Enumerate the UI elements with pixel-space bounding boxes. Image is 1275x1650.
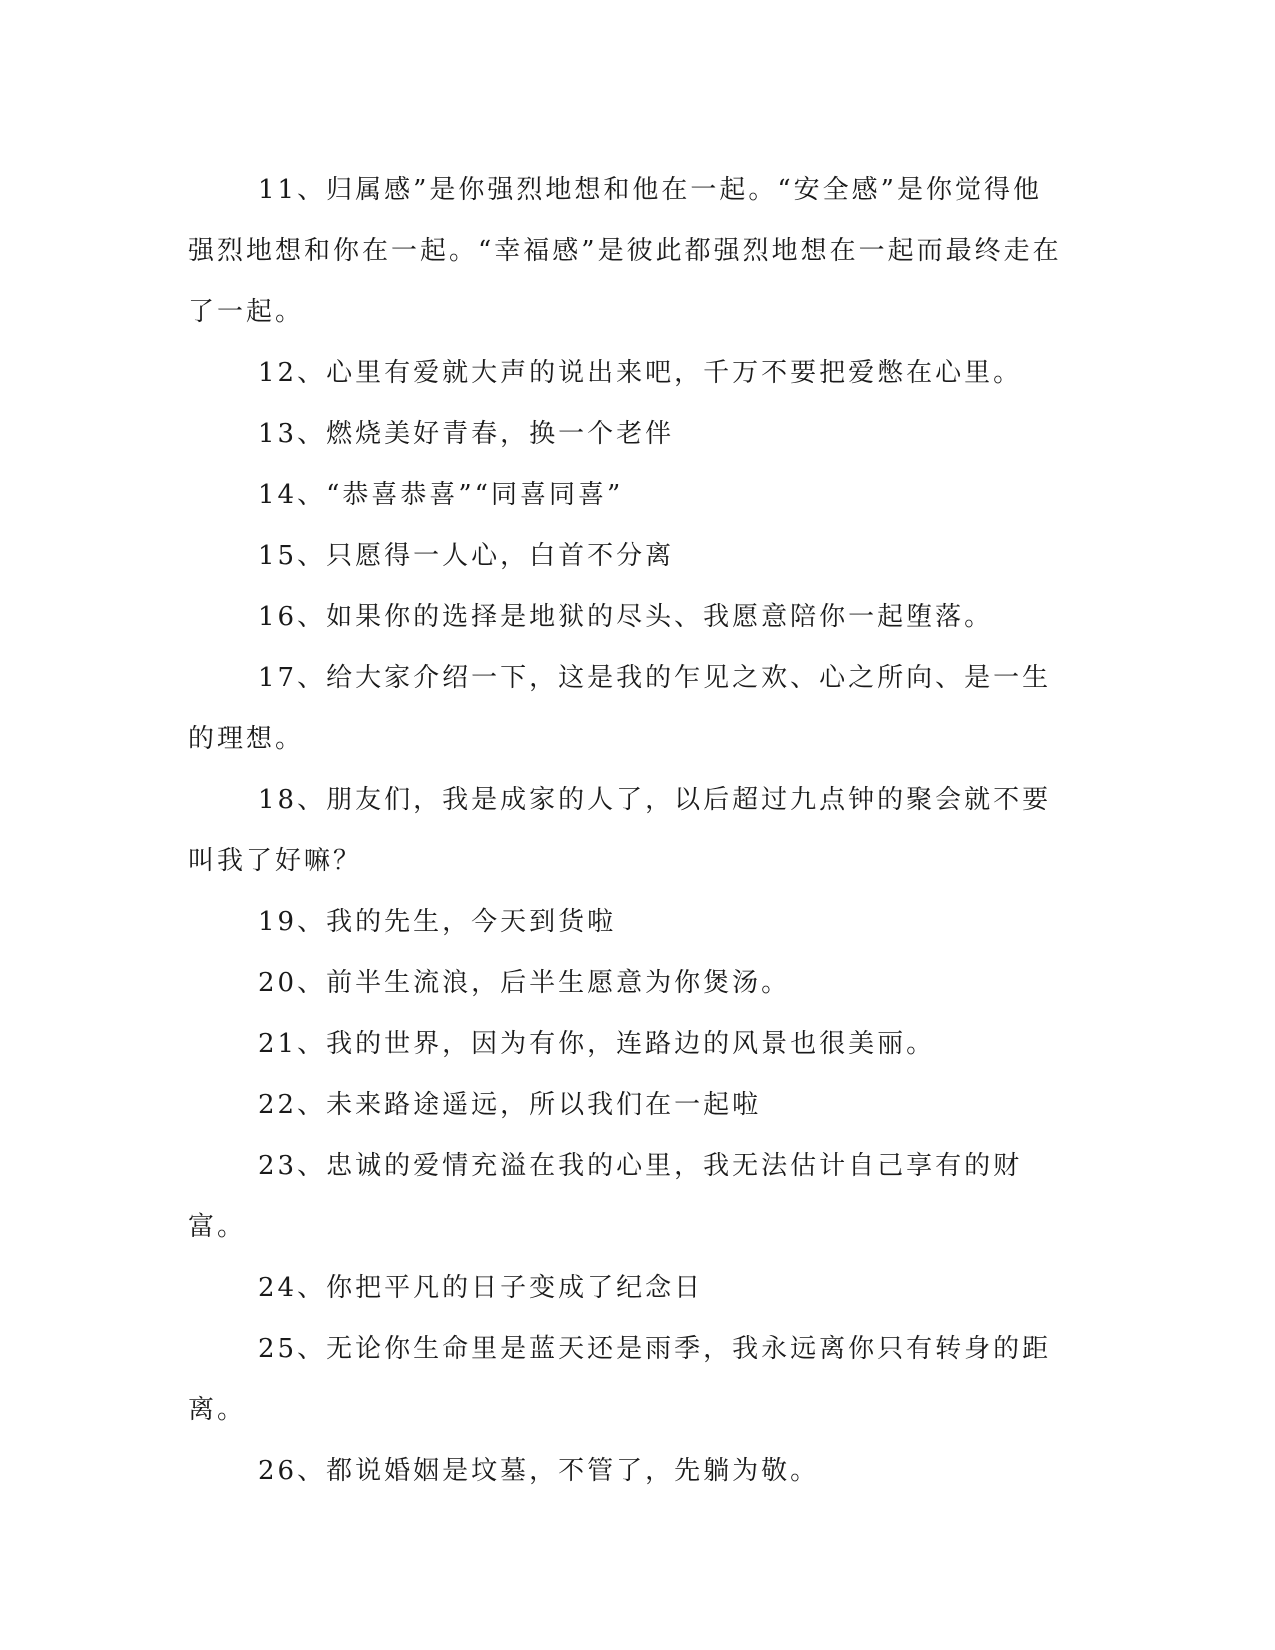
paragraph-19: 19、我的先生，今天到货啦 xyxy=(258,907,617,937)
paragraph-14: 14、“恭喜恭喜”“同喜同喜” xyxy=(258,480,624,510)
paragraph-15: 15、只愿得一人心，白首不分离 xyxy=(258,541,675,571)
paragraph-18: 18、朋友们，我是成家的人了，以后超过九点钟的聚会就不要叫我了好嘛？ xyxy=(188,785,1052,876)
paragraph-13: 13、燃烧美好青春，换一个老伴 xyxy=(258,419,675,449)
paragraph-26: 26、都说婚姻是坟墓，不管了，先躺为敬。 xyxy=(258,1456,820,1486)
paragraph-16: 16、如果你的选择是地狱的尽头、我愿意陪你一起堕落。 xyxy=(258,602,994,632)
paragraph-23: 23、忠诚的爱情充溢在我的心里，我无法估计自己享有的财富。 xyxy=(188,1151,1023,1242)
paragraph-20: 20、前半生流浪，后半生愿意为你煲汤。 xyxy=(258,968,791,998)
paragraph-21: 21、我的世界，因为有你，连路边的风景也很美丽。 xyxy=(258,1029,936,1059)
paragraph-11: 11、归属感”是你强烈地想和他在一起。“安全感”是你觉得他强烈地想和你在一起。“幸福感”是彼此都强烈地想在一起而最终走在了一起。 xyxy=(188,175,1062,327)
paragraph-17: 17、给大家介绍一下，这是我的乍见之欢、心之所向、是一生的理想。 xyxy=(188,663,1052,754)
document-body xyxy=(188,160,1068,1502)
paragraph-22: 22、未来路途遥远，所以我们在一起啦 xyxy=(258,1090,762,1120)
paragraph-12: 12、心里有爱就大声的说出来吧，千万不要把爱憋在心里。 xyxy=(258,358,1023,388)
paragraph-25: 25、无论你生命里是蓝天还是雨季，我永远离你只有转身的距离。 xyxy=(188,1334,1052,1425)
paragraph-24: 24、你把平凡的日子变成了纪念日 xyxy=(258,1273,704,1303)
